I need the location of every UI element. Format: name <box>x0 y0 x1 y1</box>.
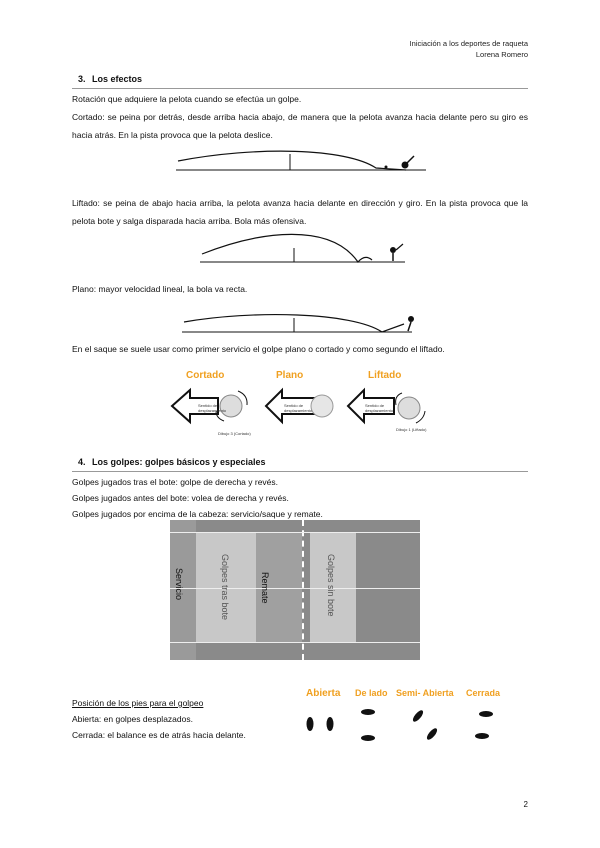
foot-icon <box>361 709 375 715</box>
feet-label-de-lado: De lado <box>355 688 388 698</box>
foot-icon <box>361 735 375 741</box>
ball-path <box>202 234 372 262</box>
golpes-line-2: Golpes jugados antes del bote: volea de derecha y revés. <box>72 493 289 503</box>
cortado-paragraph: Cortado: se peina por detrás, desde arriba hacia abajo, de manera que la pelota avanza hacia delante pero su giro es hacia atrás. En la pista provoca que la pelota deslice. <box>72 112 528 140</box>
court-label-servicio: Servicio <box>174 568 184 601</box>
arrow-text-cortado: Sentido de desplazamiento <box>198 403 227 413</box>
golpes-line-1: Golpes jugados tras el bote: golpe de derecha y revés. <box>72 477 279 487</box>
foot-icon <box>425 727 439 742</box>
player-icon <box>390 247 396 253</box>
ball-path <box>178 151 406 170</box>
label-liftado: Liftado <box>368 370 402 381</box>
caption-cortado: Dibujo 3 (Cortado) <box>218 431 251 436</box>
feet-label-semi-abierta: Semi- Abierta <box>396 688 454 698</box>
feet-cerrada-text: Cerrada: el balance es de atrás hacia delante. <box>72 730 246 740</box>
foot-icon <box>475 733 489 739</box>
ball-icon <box>385 166 388 169</box>
foot-icon <box>479 711 493 717</box>
court-label-sin-bote: Golpes sin bote <box>326 554 336 617</box>
court-label-remate: Remate <box>260 572 270 604</box>
caption-liftado: Dibujo 1 (Liftado) <box>396 427 427 432</box>
section-3-number: 3. <box>78 74 86 84</box>
feet-heading: Posición de los pies para el golpeo <box>72 698 204 708</box>
cortado-trajectory-diagram <box>176 146 436 172</box>
arrow-text-liftado: Sentido de desplazamiento <box>365 403 394 413</box>
ball-icon <box>398 397 420 419</box>
feet-label-abierta: Abierta <box>306 688 341 699</box>
player-icon <box>408 316 414 322</box>
header-course: Iniciación a los deportes de raqueta <box>409 39 528 48</box>
court-label-tras-bote: Golpes tras bote <box>220 554 230 621</box>
divider <box>72 471 528 472</box>
spin-effects-figure <box>170 384 434 442</box>
divider <box>72 88 528 89</box>
feet-abierta-text: Abierta: en golpes desplazados. <box>72 714 193 724</box>
liftado-trajectory-diagram <box>200 226 410 266</box>
saque-paragraph: En el saque se suele usar como primer servicio el golpe plano o cortado y como segundo el liftado. <box>72 344 445 354</box>
section-4-heading <box>78 457 266 467</box>
page-number: 2 <box>523 800 528 809</box>
golpes-line-3: Golpes jugados por encima de la cabeza: servicio/saque y remate. <box>72 509 323 519</box>
feet-positions-figure <box>300 704 510 748</box>
plano-trajectory-diagram <box>182 310 422 336</box>
feet-label-cerrada: Cerrada <box>466 688 501 698</box>
section-3-title: Los efectos <box>92 74 143 84</box>
foot-icon <box>411 709 425 724</box>
section-3-heading <box>78 74 143 84</box>
ball-icon <box>311 395 333 417</box>
label-cortado: Cortado <box>186 370 225 381</box>
page-header <box>410 38 528 60</box>
section-4-number: 4. <box>78 457 86 467</box>
foot-icon <box>307 717 314 731</box>
arrow-text-plano: Sentido de desplazamiento <box>284 403 313 413</box>
effects-intro: Rotación que adquiere la pelota cuando se efectúa un golpe. <box>72 94 302 104</box>
court-labels <box>170 520 420 660</box>
foot-icon <box>327 717 334 731</box>
section-4-title: Los golpes: golpes básicos y especiales <box>92 457 266 467</box>
header-author: Lorena Romero <box>475 50 528 59</box>
liftado-paragraph: Liftado: se peina de abajo hacia arriba, la pelota avanza hacia delante en dirección y giro. En la pista provoca que la pelota bote y salga disparada hacia arriba. Bola más ofensiva. <box>72 198 528 226</box>
plano-paragraph: Plano: mayor velocidad lineal, la bola va recta. <box>72 284 248 294</box>
label-plano: Plano <box>276 370 304 381</box>
